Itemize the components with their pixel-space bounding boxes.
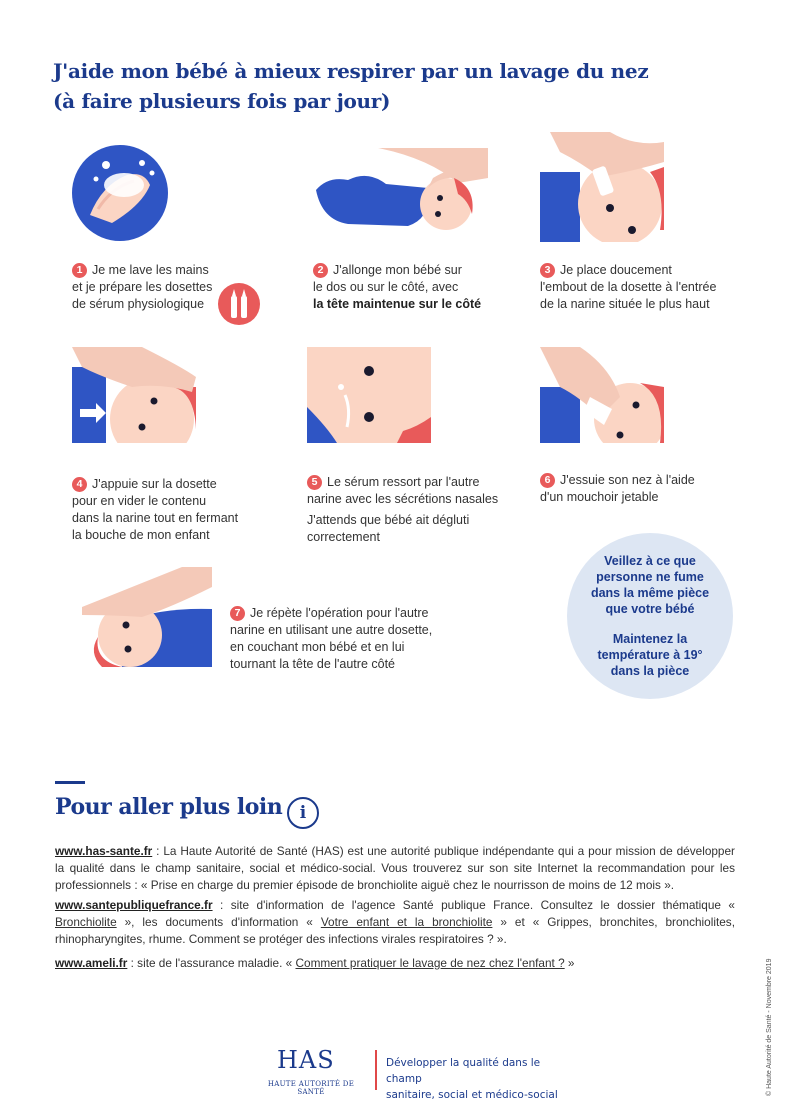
step-text-line: de sérum physiologique [72,297,205,311]
logo-letters: HAS [277,1046,335,1074]
step-text-line: Je me lave les mains [92,263,209,277]
illustration-press-dosette [72,347,196,443]
link-santepubliquefrance[interactable]: www.santepubliquefrance.fr [55,898,213,912]
step-text-line: le dos ou sur le côté, avec [313,280,459,294]
link-lavage-de-nez[interactable]: Comment pratiquer le lavage de nez chez l'enfant ? [295,956,565,970]
link-bronchiolite[interactable]: Bronchiolite [55,915,117,929]
step-text-line: de la narine située le plus haut [540,297,710,311]
reference-text: » [564,956,575,970]
step-text-line: tournant la tête de l'autre côté [230,657,395,671]
section-divider [55,781,85,784]
tip-text: dans la pièce [610,664,690,678]
step-2 [313,262,533,313]
reference-santepublique [55,897,735,948]
step-text-line: J'attends que bébé ait dégluti [307,513,470,527]
step-text-line: d'un mouchoir jetable [540,490,659,504]
link-ameli[interactable]: www.ameli.fr [55,956,128,970]
step-7 [230,605,460,673]
tip-text: Veillez à ce que [604,554,696,568]
page-title [53,56,673,116]
step-number: 6 [540,473,555,488]
title-line-1: J'aide mon bébé à mieux respirer par un lavage du nez [53,59,649,83]
section-heading: Pour aller plus loin [55,794,283,820]
step-number: 5 [307,475,322,490]
step-text-line: Je répète l'opération pour l'autre [250,606,429,620]
tip-text: que votre bébé [605,602,695,616]
link-votre-enfant[interactable]: Votre enfant et la bronchiolite [320,915,493,929]
step-text-line: correctement [307,530,380,544]
step-text-line: J'allonge mon bébé sur [333,263,462,277]
step-text-line: la tête maintenue sur le côté [313,297,482,311]
step-4 [72,476,292,544]
footer-divider [375,1050,377,1090]
reference-text: », les documents d'information « [116,915,321,929]
step-1 [72,262,232,313]
step-6 [540,472,760,506]
step-number: 2 [313,263,328,278]
tip-callout [567,533,733,699]
serum-dosette-icon [218,283,260,325]
reference-ameli [55,955,735,972]
illustration-baby-lying [308,148,488,240]
step-5 [307,474,532,546]
step-number: 4 [72,477,87,492]
step-number: 1 [72,263,87,278]
tip-text: température à 19° [597,648,703,662]
step-text-line: et je prépare les dosettes [72,280,213,294]
step-text-line: en couchant mon bébé et en lui [230,640,405,654]
reference-has [55,843,735,894]
reference-text: » et « Grippes, bronchites, bronchiolites, rhinopharyngites, rhume. Comment se protéger des infections virales respiratoires ? ». [55,915,735,946]
has-logo [255,1046,367,1096]
tagline-line: Développer la qualité dans le champ [386,1057,541,1085]
illustration-hand-washing [72,145,168,241]
logo-subtitle: HAUTE AUTORITÉ DE SANTÉ [267,1080,355,1096]
footer-tagline [386,1055,566,1103]
step-number: 3 [540,263,555,278]
copyright-note: © Haute Autorité de Santé - Novembre 2019 [766,958,773,1096]
tagline-line: sanitaire, social et médico-social [386,1089,558,1101]
link-has-sante[interactable]: www.has-sante.fr [55,844,153,858]
title-line-2: (à faire plusieurs fois par jour) [53,89,391,113]
tip-text: dans la même pièce [590,586,710,600]
step-text-line: dans la narine tout en fermant [72,511,239,525]
tip-text: Maintenez la [612,632,688,646]
step-text-line: narine en utilisant une autre dosette, [230,623,433,637]
step-text-line: Le sérum ressort par l'autre [327,475,480,489]
reference-text: : La Haute Autorité de Santé (HAS) est une autorité publique indépendante qui a pour mission de développer la qualité dans le champ sanitaire, social et médico-social. Vous trouverez sur son site Internet la recommandation pour les professionnels : « Prise en charge du premier épisode de bronchiolite aiguë chez le nourrisson de moins de 12 mois ». [55,844,735,892]
tip-text: personne ne fume [596,570,704,584]
illustration-wipe-nose [540,347,664,443]
reference-text: : site d'information de l'agence Santé publique France. Consultez le dossier thématique « [212,898,735,912]
illustration-dosette-nostril [540,132,664,242]
reference-text: : site de l'assurance maladie. « [127,956,296,970]
illustration-repeat-other-side [72,567,212,667]
step-text-line: narine avec les sécrétions nasales [307,492,499,506]
info-icon: i [287,797,319,829]
illustration-serum-out [307,347,431,443]
step-text-line: la bouche de mon enfant [72,528,210,542]
step-3 [540,262,760,313]
step-text-line: J'essuie son nez à l'aide [560,473,695,487]
step-text-line: l'embout de la dosette à l'entrée [540,280,717,294]
step-text-line: Je place doucement [560,263,672,277]
step-number: 7 [230,606,245,621]
step-text-line: J'appuie sur la dosette [92,477,217,491]
step-text-line: pour en vider le contenu [72,494,207,508]
